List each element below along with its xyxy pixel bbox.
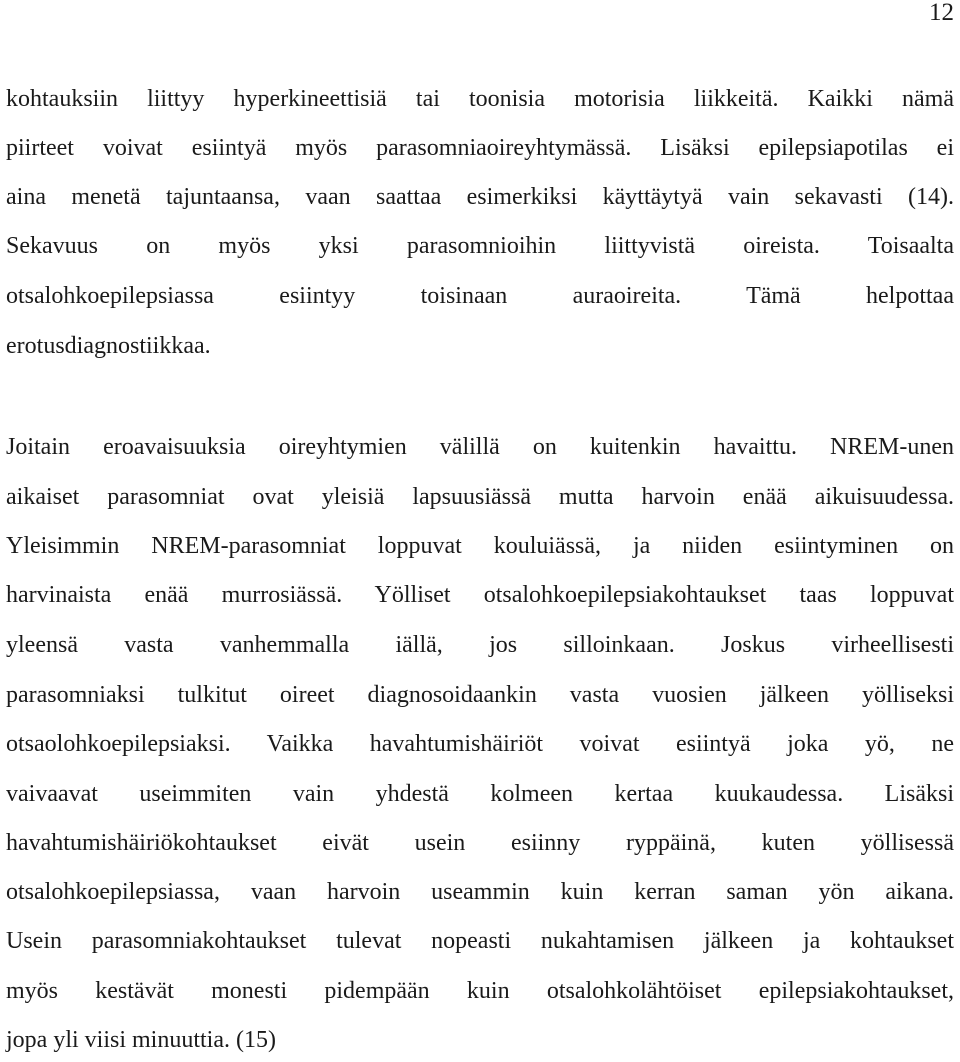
text-line: havahtumishäiriökohtaukset eivät usein esiinny ryppäinä, kuten yöllisessä [6,830,954,856]
text-line: myös kestävät monesti pidempään kuin otsalohkolähtöiset epilepsiakohtaukset, [6,978,954,1004]
text-line: piirteet voivat esiintyä myös parasomniaoireyhtymässä. Lisäksi epilepsiapotilas ei [6,135,954,161]
text-line: jopa yli viisi minuuttia. (15) [6,1027,276,1053]
text-line: Usein parasomniakohtaukset tulevat nopeasti nukahtamisen jälkeen ja kohtaukset [6,928,954,954]
text-line: Joitain eroavaisuuksia oireyhtymien välillä on kuitenkin havaittu. NREM-unen [6,434,954,460]
text-line: Sekavuus on myös yksi parasomnioihin liittyvistä oireista. Toisaalta [6,233,954,259]
page-number: 12 [929,0,954,26]
text-line: parasomniaksi tulkitut oireet diagnosoidaankin vasta vuosien jälkeen yölliseksi [6,682,954,708]
text-line: aikaiset parasomniat ovat yleisiä lapsuusiässä mutta harvoin enää aikuisuudessa. [6,484,954,510]
text-line: Yleisimmin NREM-parasomniat loppuvat kouluiässä, ja niiden esiintyminen on [6,533,954,559]
text-line: aina menetä tajuntaansa, vaan saattaa esimerkiksi käyttäytyä vain sekavasti (14). [6,184,954,210]
text-line: yleensä vasta vanhemmalla iällä, jos silloinkaan. Joskus virheellisesti [6,632,954,658]
text-line: erotusdiagnostiikkaa. [6,333,211,359]
text-line: otsalohkoepilepsiassa, vaan harvoin useammin kuin kerran saman yön aikana. [6,879,954,905]
text-line: harvinaista enää murrosiässä. Yölliset otsalohkoepilepsiakohtaukset taas loppuvat [6,582,954,608]
text-line: vaivaavat useimmiten vain yhdestä kolmeen kertaa kuukaudessa. Lisäksi [6,781,954,807]
text-line: otsaolohkoepilepsiaksi. Vaikka havahtumishäiriöt voivat esiintyä joka yö, ne [6,731,954,757]
text-line: kohtauksiin liittyy hyperkineettisiä tai toonisia motorisia liikkeitä. Kaikki nämä [6,86,954,112]
text-line: otsalohkoepilepsiassa esiintyy toisinaan auraoireita. Tämä helpottaa [6,283,954,309]
